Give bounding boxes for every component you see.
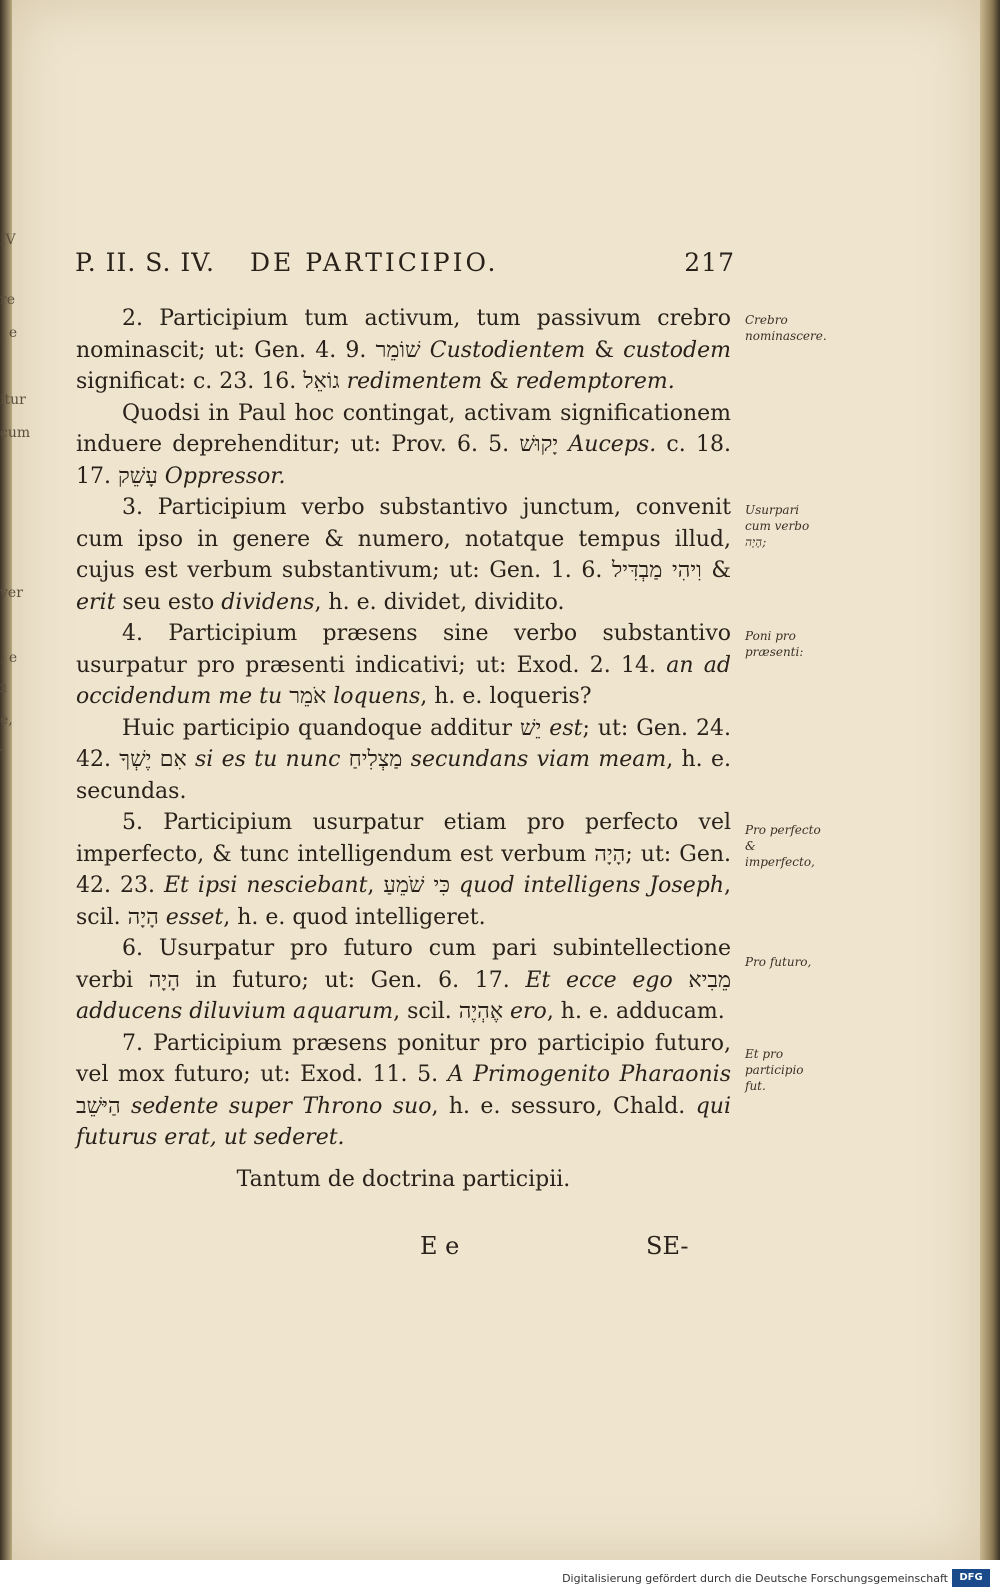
italic-gloss: ero [503, 999, 547, 1024]
hebrew-word: גוֹאֵל [303, 369, 340, 394]
italic-gloss: qui futurus erat, ut sederet. [76, 1093, 731, 1150]
page-title: DE PARTICIPIO. [250, 248, 499, 277]
italic-gloss: si es tu nunc [186, 747, 349, 772]
bleed-mark: re [0, 292, 15, 308]
bleed-mark: cum [0, 425, 31, 441]
italic-gloss: esset [158, 904, 224, 930]
text-run: ; ut: Gen. 42. 23. [76, 841, 731, 898]
text-run [673, 968, 689, 993]
text-run: , h. e. secundas. [76, 747, 731, 804]
paragraph [76, 933, 731, 1028]
text-run: Quodsi in Paul hoc contingat, activam significationem induere deprehenditur; ut: Prov. 6. 5. [76, 400, 731, 457]
paragraph [76, 492, 731, 618]
footer-bar [0, 1560, 1000, 1596]
text-run: Huic participio quandoque additur [122, 715, 520, 741]
bleed-mark: ver [0, 585, 23, 601]
paragraph [76, 713, 731, 808]
text-run: , [367, 873, 384, 898]
text-run: & [594, 337, 624, 363]
margin-note: Pro perfecto & imperfecto, [745, 823, 821, 869]
italic-gloss: Auceps. [558, 432, 657, 457]
hebrew-word: יֵשׁ [519, 715, 542, 741]
italic-gloss: redimentem [339, 369, 490, 394]
paragraph [76, 398, 731, 493]
italic-gloss: quod intelligens Joseph [450, 873, 724, 898]
dfg-logo: DFG [952, 1569, 990, 1587]
bleed-mark: itur [0, 392, 26, 408]
text-run: in futuro; ut: Gen. 6. 17. [179, 967, 526, 993]
hebrew-word: עָשֵׁק [117, 463, 158, 489]
hebrew-word: הָיָה [148, 967, 180, 993]
page-number: 217 [684, 248, 735, 277]
bleed-mark: ב [0, 680, 7, 696]
italic-gloss: redemptorem. [515, 369, 675, 394]
paragraph [76, 303, 731, 398]
signature-mark: E e [420, 1232, 460, 1260]
paragraph [76, 807, 731, 933]
italic-gloss: dividens [221, 589, 315, 615]
text-run: , h. e. quod intelligeret. [223, 904, 486, 930]
italic-gloss: est [541, 715, 583, 741]
catchword: SE- [646, 1232, 689, 1260]
italic-gloss: secundans viam meam [402, 747, 667, 772]
footer-credit: Digitalisierung gefördert durch die Deutsche Forschungsgemeinschaft [562, 1572, 948, 1585]
paragraph [76, 1028, 731, 1154]
text-run: & [489, 369, 516, 394]
bleed-mark: IV [0, 232, 16, 248]
text-run: & [701, 558, 731, 583]
text-run: , h. e. loqueris? [420, 684, 592, 709]
bleed-mark: e, [0, 712, 13, 728]
italic-gloss: loquens [326, 684, 421, 709]
paragraph [76, 618, 731, 713]
page-edge-right [980, 0, 1000, 1560]
text-run: , scil. [393, 999, 459, 1024]
italic-gloss: Et ecce ego [525, 967, 673, 993]
italic-gloss: sedente super Throno suo [120, 1093, 432, 1119]
margin-note: Usurpari cum verbo הָיָה; [745, 503, 810, 549]
hebrew-word: מֵבִיא [688, 967, 732, 993]
hebrew-word: שׁוֹמֵר [375, 337, 421, 363]
main-text [76, 303, 731, 1195]
hebrew-word: וִיהִי מַבְדִּיל [612, 558, 702, 583]
italic-gloss: Et ipsi nesciebant [164, 873, 368, 898]
text-run: 5. Participium usurpatur etiam pro perfecto vel imperfecto, & tunc intelligendum est verbum [76, 810, 731, 867]
italic-gloss: custodem [623, 337, 731, 363]
text-run: ; ut: Gen. 24. 42. [76, 715, 731, 772]
italic-gloss: erit [76, 589, 116, 615]
italic-gloss: A Primogenito Pharaonis [447, 1062, 731, 1087]
hebrew-word: אִם יֶשְׁךָ [119, 747, 187, 772]
text-run: 6. Usurpatur pro futuro cum pari subintellectione verbi [76, 936, 731, 993]
text-run: seu esto [115, 589, 222, 615]
margin-note: Pro futuro, [745, 955, 812, 969]
hebrew-word: כִּי שֹׁמֵעַ [383, 873, 451, 898]
italic-gloss: an ad occidendum me tu [76, 652, 731, 709]
margin-note: Et pro participio fut. [745, 1047, 804, 1093]
margin-note: Poni pro præsenti: [745, 629, 804, 659]
text-run: c. 18. 17. [76, 432, 731, 489]
hebrew-word: הָיָה [594, 841, 626, 867]
hebrew-word: מַצְלִיחַ [348, 747, 403, 772]
italic-gloss: Oppressor. [157, 463, 286, 489]
text-run: , h. e. sessuro, Chald. [431, 1093, 696, 1119]
italic-gloss: adducens diluvium aquarum [76, 999, 394, 1024]
text-run: 3. Participium verbo substantivo junctum, convenit cum ipso in genere & numero, notatque tempus illud, cujus est verbum substantivum; ut: Gen. 1. 6. [76, 495, 731, 583]
closing-line: Tantum de doctrina participii. [236, 1166, 571, 1192]
bleed-mark: ו [0, 745, 4, 761]
section-reference: P. II. S. IV. [75, 248, 215, 277]
margin-note: Crebro nominascere. [745, 313, 827, 343]
hebrew-word: אֶהְיֶה [458, 999, 504, 1024]
text-run: 2. Participium tum activum, tum passivum crebro nominascit; ut: Gen. 4. 9. [76, 306, 731, 363]
hebrew-word: הָיָה [127, 904, 159, 930]
hebrew-word: אֹמֵר [289, 684, 327, 709]
running-head [75, 248, 735, 284]
text-run: , h. e. adducam. [546, 999, 725, 1024]
hebrew-word: הַיּשֵׁב [76, 1093, 121, 1119]
text-run: , h. e. dividet, dividito. [314, 589, 565, 615]
bleed-mark: . e [0, 325, 18, 341]
text-run: 4. Participium præsens sine verbo substantivo usurpatur pro præsenti indicativi; ut: Exod. 2. 14. [76, 621, 731, 678]
text-run: , scil. [76, 873, 731, 930]
bleed-mark: , e [0, 650, 18, 666]
text-run: significat: c. 23. 16. [76, 369, 304, 394]
hebrew-word: יָקוּשׁ [519, 432, 559, 457]
text-run: 7. Participium præsens ponitur pro participio futuro, vel mox futuro; ut: Exod. 11. 5. [76, 1030, 731, 1087]
italic-gloss: Custodientem [420, 337, 595, 363]
